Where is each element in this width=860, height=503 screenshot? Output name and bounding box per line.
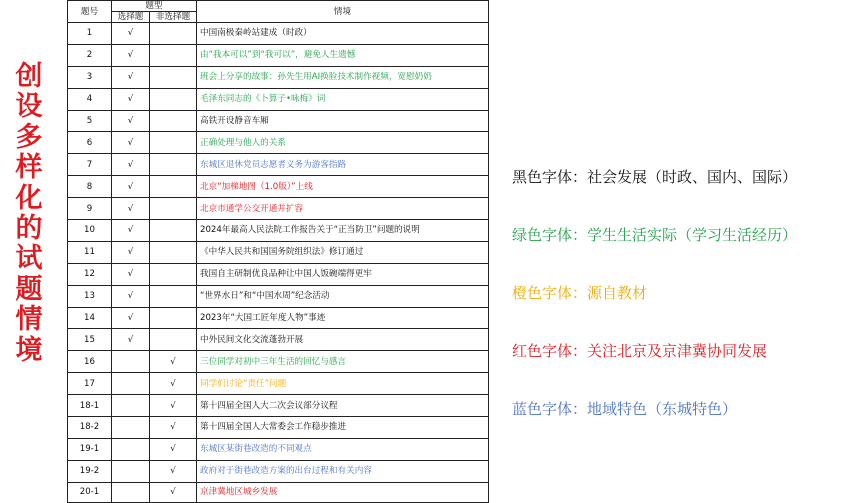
nonchoice-check: √ bbox=[150, 460, 197, 482]
choice-check: √ bbox=[112, 110, 150, 132]
nonchoice-check bbox=[150, 307, 197, 329]
side-title-char: 多 bbox=[15, 121, 43, 153]
side-title-char: 题 bbox=[15, 273, 43, 305]
header-no: 题号 bbox=[68, 1, 112, 23]
context-text: 2024年最高人民法院工作报告关于“正当防卫”问题的说明 bbox=[197, 220, 489, 242]
nonchoice-check bbox=[150, 263, 197, 285]
choice-check: √ bbox=[112, 176, 150, 198]
side-title bbox=[14, 62, 44, 366]
context-text: 中外民间文化交流蓬勃开展 bbox=[197, 329, 489, 351]
nonchoice-check bbox=[150, 220, 197, 242]
header-choice: 选择题 bbox=[112, 12, 150, 23]
table-row bbox=[68, 482, 489, 502]
context-text: 中国南极秦岭站建成（时政） bbox=[197, 23, 489, 45]
choice-check: √ bbox=[112, 285, 150, 307]
choice-check bbox=[112, 395, 150, 417]
legend-item-blue: 蓝色字体：地域特色（东城特色） bbox=[512, 400, 738, 418]
table-row bbox=[68, 66, 489, 88]
table-row bbox=[68, 88, 489, 110]
context-text: 东城区退休党员志愿者义务为游客指路 bbox=[197, 154, 489, 176]
table-row bbox=[68, 351, 489, 373]
question-number: 20-1 bbox=[68, 482, 112, 502]
legend-item-red: 红色字体：关注北京及京津冀协同发展 bbox=[512, 342, 768, 360]
side-title-char: 创 bbox=[15, 61, 43, 92]
choice-check: √ bbox=[112, 132, 150, 154]
legend-item-orange: 橙色字体：源自教材 bbox=[512, 284, 648, 302]
side-title-char: 情 bbox=[15, 304, 43, 336]
context-text: 第十四届全国人大常委会工作稳步推进 bbox=[197, 417, 489, 439]
choice-check: √ bbox=[112, 88, 150, 110]
table-row bbox=[68, 44, 489, 66]
legend-item-black: 黑色字体：社会发展（时政、国内、国际） bbox=[512, 168, 798, 186]
question-number: 14 bbox=[68, 307, 112, 329]
nonchoice-check bbox=[150, 154, 197, 176]
choice-check: √ bbox=[112, 220, 150, 242]
choice-check bbox=[112, 417, 150, 439]
question-context-table bbox=[67, 0, 489, 503]
question-number: 19-2 bbox=[68, 460, 112, 482]
header-nonchoice: 非选择题 bbox=[150, 12, 197, 23]
question-number: 11 bbox=[68, 241, 112, 263]
nonchoice-check bbox=[150, 110, 197, 132]
context-text: 毛泽东同志的《卜算子•咏梅》词 bbox=[197, 88, 489, 110]
table-row bbox=[68, 110, 489, 132]
table-row bbox=[68, 329, 489, 351]
question-number: 3 bbox=[68, 66, 112, 88]
side-title-char: 设 bbox=[15, 91, 43, 123]
choice-check: √ bbox=[112, 198, 150, 220]
context-text: 东城区某街巷改造的不同观点 bbox=[197, 438, 489, 460]
question-number: 12 bbox=[68, 263, 112, 285]
question-number: 4 bbox=[68, 88, 112, 110]
nonchoice-check bbox=[150, 329, 197, 351]
question-number: 5 bbox=[68, 110, 112, 132]
choice-check bbox=[112, 482, 150, 502]
question-number: 13 bbox=[68, 285, 112, 307]
choice-check bbox=[112, 351, 150, 373]
question-number: 10 bbox=[68, 220, 112, 242]
choice-check bbox=[112, 373, 150, 395]
context-text: “世界水日”和“中国水周”纪念活动 bbox=[197, 285, 489, 307]
context-text: 正确处理与他人的关系 bbox=[197, 132, 489, 154]
choice-check bbox=[112, 438, 150, 460]
question-number: 15 bbox=[68, 329, 112, 351]
context-text: 《中华人民共和国国务院组织法》修订通过 bbox=[197, 241, 489, 263]
question-number: 18-2 bbox=[68, 417, 112, 439]
table-row bbox=[68, 373, 489, 395]
nonchoice-check bbox=[150, 198, 197, 220]
choice-check: √ bbox=[112, 154, 150, 176]
header-type: 题型 bbox=[112, 1, 197, 12]
table-row bbox=[68, 307, 489, 329]
question-number: 1 bbox=[68, 23, 112, 45]
context-text: 三位同学对初中三年生活的回忆与感言 bbox=[197, 351, 489, 373]
choice-check: √ bbox=[112, 66, 150, 88]
legend-item-green: 绿色字体：学生生活实际（学习生活经历） bbox=[512, 226, 798, 244]
question-number: 8 bbox=[68, 176, 112, 198]
context-text: 政府对于街巷改造方案的出台过程和有关内容 bbox=[197, 460, 489, 482]
choice-check: √ bbox=[112, 44, 150, 66]
choice-check: √ bbox=[112, 329, 150, 351]
context-text: 北京市通学公交开通并扩容 bbox=[197, 198, 489, 220]
nonchoice-check: √ bbox=[150, 482, 197, 502]
side-title-char: 试 bbox=[15, 243, 43, 275]
question-number: 6 bbox=[68, 132, 112, 154]
choice-check: √ bbox=[112, 241, 150, 263]
context-text: 2023年“大国工匠年度人物”事迹 bbox=[197, 307, 489, 329]
table-row bbox=[68, 241, 489, 263]
table-row bbox=[68, 438, 489, 460]
context-text: 高铁开设静音车厢 bbox=[197, 110, 489, 132]
nonchoice-check bbox=[150, 285, 197, 307]
nonchoice-check bbox=[150, 88, 197, 110]
table-row bbox=[68, 198, 489, 220]
side-title-char: 的 bbox=[15, 213, 43, 245]
nonchoice-check bbox=[150, 44, 197, 66]
choice-check bbox=[112, 460, 150, 482]
side-title-char: 样 bbox=[15, 152, 43, 184]
side-title-char: 境 bbox=[15, 334, 43, 366]
context-text: 我国自主研制优良品种让中国人饭碗端得更牢 bbox=[197, 263, 489, 285]
question-number: 16 bbox=[68, 351, 112, 373]
table-row bbox=[68, 220, 489, 242]
table-row bbox=[68, 417, 489, 439]
nonchoice-check bbox=[150, 132, 197, 154]
choice-check: √ bbox=[112, 307, 150, 329]
context-text: 同学们讨论“责任”问题 bbox=[197, 373, 489, 395]
side-title-char: 化 bbox=[15, 182, 43, 214]
question-number: 2 bbox=[68, 44, 112, 66]
header-context: 情境 bbox=[197, 1, 489, 23]
context-text: 北京“加梯地图（1.0版）”上线 bbox=[197, 176, 489, 198]
nonchoice-check bbox=[150, 66, 197, 88]
nonchoice-check bbox=[150, 23, 197, 45]
nonchoice-check: √ bbox=[150, 351, 197, 373]
context-text: 京津冀地区城乡发展 bbox=[197, 482, 489, 502]
table-row bbox=[68, 263, 489, 285]
nonchoice-check: √ bbox=[150, 395, 197, 417]
question-number: 7 bbox=[68, 154, 112, 176]
table-row bbox=[68, 460, 489, 482]
nonchoice-check: √ bbox=[150, 417, 197, 439]
context-text: 由“我本可以”到“我可以”，避免人生遗憾 bbox=[197, 44, 489, 66]
context-text: 班会上分享的故事：孙先生用AI换脸技术制作视频，宽慰奶奶 bbox=[197, 66, 489, 88]
table-row bbox=[68, 285, 489, 307]
table-row bbox=[68, 176, 489, 198]
table-row bbox=[68, 23, 489, 45]
question-number: 9 bbox=[68, 198, 112, 220]
nonchoice-check: √ bbox=[150, 438, 197, 460]
nonchoice-check bbox=[150, 241, 197, 263]
table-row bbox=[68, 395, 489, 417]
question-number: 18-1 bbox=[68, 395, 112, 417]
nonchoice-check: √ bbox=[150, 373, 197, 395]
table-row bbox=[68, 154, 489, 176]
choice-check: √ bbox=[112, 263, 150, 285]
table-row bbox=[68, 132, 489, 154]
context-text: 第十四届全国人大二次会议部分议程 bbox=[197, 395, 489, 417]
choice-check: √ bbox=[112, 23, 150, 45]
question-number: 17 bbox=[68, 373, 112, 395]
nonchoice-check bbox=[150, 176, 197, 198]
question-number: 19-1 bbox=[68, 438, 112, 460]
